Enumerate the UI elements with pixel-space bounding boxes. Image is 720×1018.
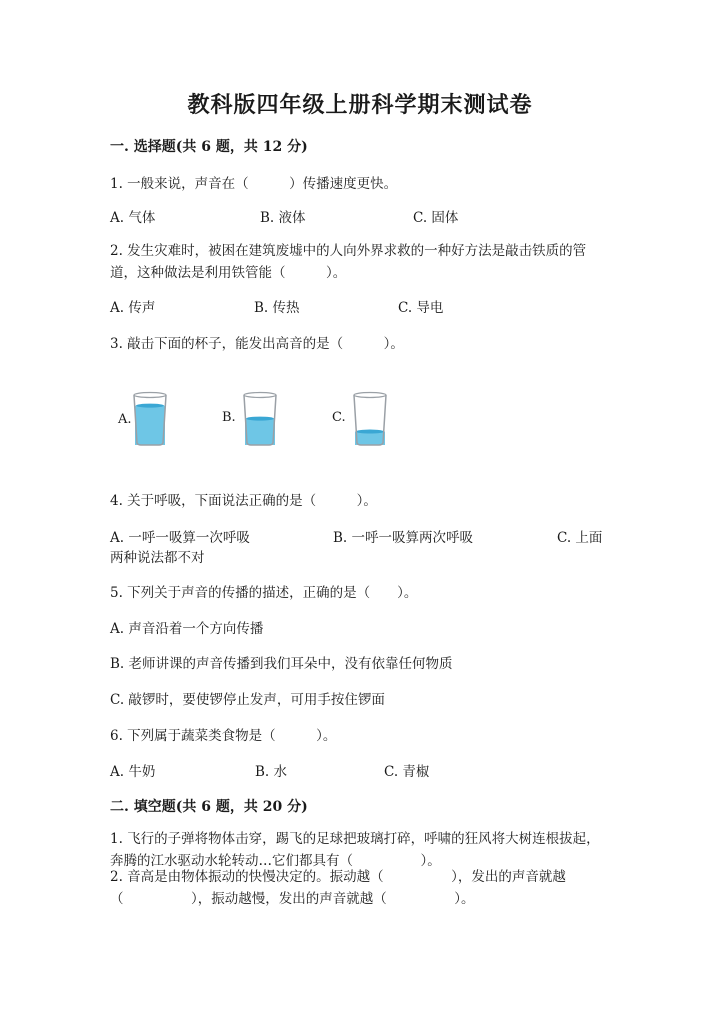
fill-q1-text: 1. 飞行的子弹将物体击穿，踢飞的足球把玻璃打碎，呼啸的狂风将大树连根拔起，奔腾的江水驱动水轮转动…它们都具有（ ）。 (110, 831, 600, 869)
q6-option-c: C. 青椒 (384, 764, 430, 780)
q1-option-c: C. 固体 (413, 210, 459, 226)
q2-option-a: A. 传声 (110, 300, 156, 316)
q5-text: 5. 下列关于声音的传播的描述，正确的是（ ）。 (110, 585, 418, 601)
q5-option-b: B. 老师讲课的声音传播到我们耳朵中，没有依靠任何物质 (110, 656, 453, 672)
q4-option-c-cont: 两种说法都不对 (110, 550, 205, 566)
q1-option-b: B. 液体 (260, 210, 306, 226)
q4-option-b: B. 一呼一吸算两次呼吸 (333, 530, 474, 546)
q4-text: 4. 关于呼吸，下面说法正确的是（ ）。 (110, 493, 377, 509)
section2-heading: 二. 填空题(共 6 题，共 20 分) (110, 799, 308, 815)
cup-b-icon (242, 391, 278, 447)
q4-option-a: A. 一呼一吸算一次呼吸 (110, 530, 250, 546)
q6-text: 6. 下列属于蔬菜类食物是（ ）。 (110, 728, 337, 744)
cup-c-icon (352, 391, 388, 447)
q6-option-a: A. 牛奶 (110, 764, 156, 780)
q6-option-b: B. 水 (255, 764, 288, 780)
q5-option-a: A. 声音沿着一个方向传播 (110, 621, 264, 637)
water-surface (246, 417, 274, 421)
cup-c-label: C. (332, 410, 346, 425)
q4-option-c: C. 上面 (557, 530, 603, 546)
page-title: 教科版四年级上册科学期末测试卷 (187, 92, 533, 118)
q1-text: 1. 一般来说，声音在（ ）传播速度更快。 (110, 176, 398, 192)
cup-b-label: B. (222, 410, 236, 425)
water-surface (136, 404, 164, 408)
q5-option-c: C. 敲锣时，要使锣停止发声，可用手按住锣面 (110, 692, 385, 708)
q2-option-b: B. 传热 (254, 300, 300, 316)
q3-text: 3. 敲击下面的杯子，能发出高音的是（ ）。 (110, 336, 404, 352)
fill-q2-text: 2. 音高是由物体振动的快慢决定的。振动越（ ），发出的声音就越（ ），振动越慢，发出的声音就越（ ）。 (110, 869, 566, 907)
q2-text: 2. 发生灾难时，被困在建筑废墟中的人向外界求救的一种好方法是敲击铁质的管道，这种做法是利用铁管能（ ）。 (110, 243, 587, 281)
section1-heading: 一. 选择题(共 6 题，共 12 分) (110, 139, 308, 155)
q1-option-a: A. 气体 (110, 210, 156, 226)
cup-a-icon (132, 391, 168, 447)
q2-option-c: C. 导电 (398, 300, 444, 316)
water-surface (356, 430, 384, 434)
cup-a-label: A. (118, 412, 132, 427)
